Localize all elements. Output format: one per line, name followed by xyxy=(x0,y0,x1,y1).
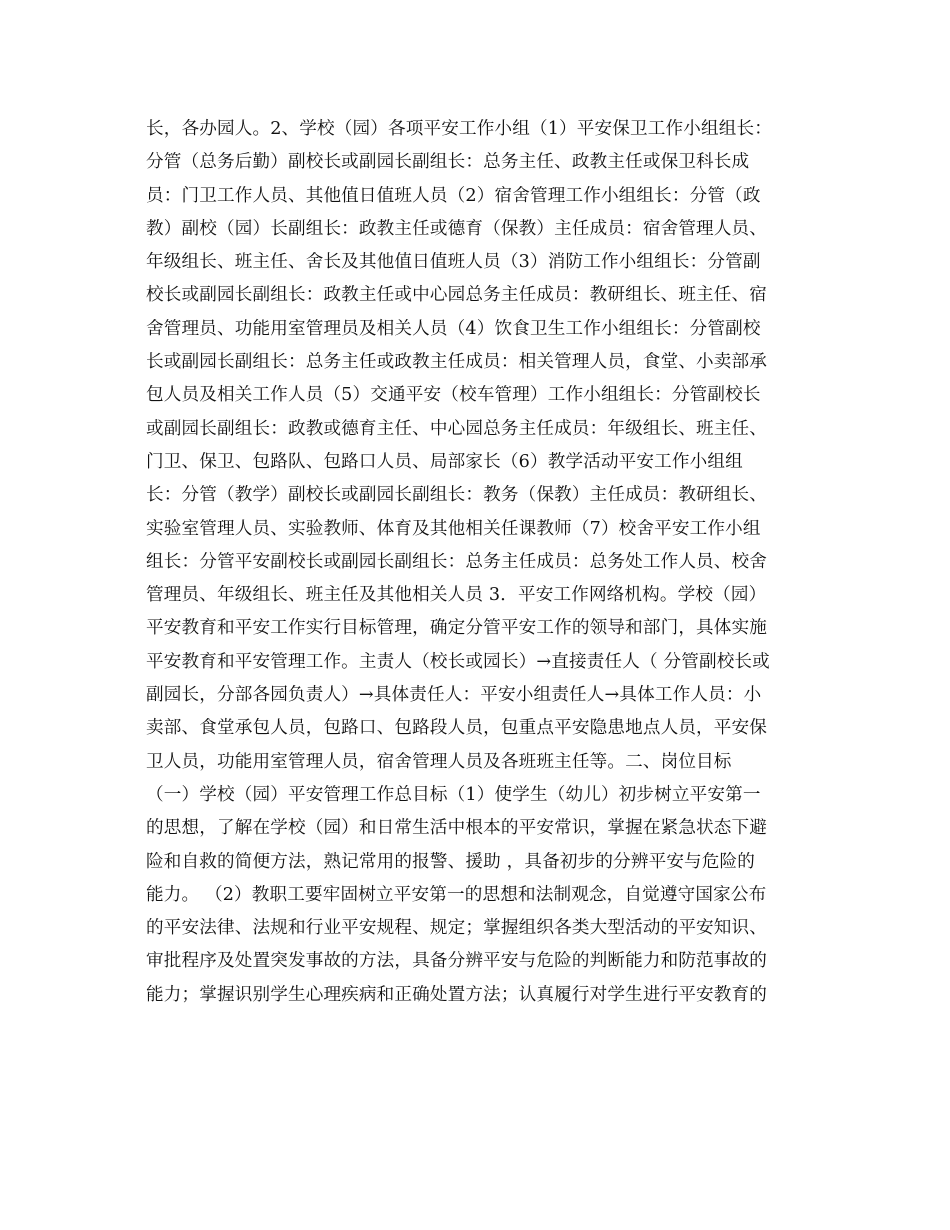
text-line: 审批程序及处置突发事故的方法，具备分辨平安与危险的判断能力和防范事故的 xyxy=(146,951,768,972)
text-line: 门卫、保卫、包路队、包路口人员、局部家长（6）教学活动平安工作小组组 xyxy=(146,451,743,472)
text-line: 分管（总务后勤）副校长或副园长副组长：总务主任、政教主任或保卫科长成 xyxy=(146,152,750,173)
text-line: 的思想，了解在学校（园）和日常生活中根本的平安常识，掌握在紧急状态下避 xyxy=(146,818,768,839)
text-line: 的平安法律、法规和行业平安规程、规定；掌握组织各类大型活动的平安知识、 xyxy=(146,918,768,939)
text-line: 长：分管（教学）副校长或副园长副组长：教务（保教）主任成员：教研组长、 xyxy=(146,485,768,506)
text-line: 或副园长副组长：政教或德育主任、中心园总务主任成员：年级组长、班主任、 xyxy=(146,418,768,439)
text-line: 年级组长、班主任、舍长及其他值日值班人员（3）消防工作小组组长：分管副 xyxy=(146,252,761,273)
text-line: 教）副校（园）长副组长：政教主任或德育（保教）主任成员：宿舍管理人员、 xyxy=(146,218,768,239)
text-line: 平安教育和平安管理工作。主责人（校长或园长）→直接责任人（ 分管副校长或 xyxy=(146,651,770,672)
text-line: 平安教育和平安工作实行目标管理，确定分管平安工作的领导和部门，具体实施 xyxy=(146,618,768,639)
text-line: 实验室管理人员、实验教师、体育及其他相关任课教师（7）校舍平安工作小组 xyxy=(146,518,761,539)
text-line: 管理员、年级组长、班主任及其他相关人员 3．平安工作网络机构。学校（园） xyxy=(146,585,767,606)
text-line: 能力。 （2）教职工要牢固树立平安第一的思想和法制观念，自觉遵守国家公布 xyxy=(146,884,767,905)
body-text xyxy=(146,113,812,1012)
text-line: 能力；掌握识别学生心理疾病和正确处置方法；认真履行对学生进行平安教育的 xyxy=(146,984,768,1005)
text-line: 卖部、食堂承包人员，包路口、包路段人员，包重点平安隐患地点人员，平安保 xyxy=(146,718,768,739)
text-line: 副园长，分部各园负责人）→具体责任人：平安小组责任人→具体工作人员：小 xyxy=(146,685,762,706)
text-line: 卫人员，功能用室管理人员，宿舍管理人员及各班班主任等。二、岗位目标 xyxy=(146,751,732,772)
text-line: 员：门卫工作人员、其他值日值班人员（2）宿舍管理工作小组组长：分管（政 xyxy=(146,185,761,206)
text-line: 长或副园长副组长：总务主任或政教主任成员：相关管理人员，食堂、小卖部承 xyxy=(146,352,768,373)
text-line: 校长或副园长副组长：政教主任或中心园总务主任成员：教研组长、班主任、宿 xyxy=(146,285,768,306)
text-line: 险和自救的简便方法，熟记常用的报警、援助 ，具备初步的分辨平安与危险的 xyxy=(146,851,756,872)
text-line: 长，各办园人。2、学校（园）各项平安工作小组（1）平安保卫工作小组组长： xyxy=(146,119,772,139)
text-line: 包人员及相关工作人员（5）交通平安（校车管理）工作小组组长：分管副校长 xyxy=(146,385,761,406)
text-line: 舍管理员、功能用室管理员及相关人员（4）饮食卫生工作小组组长：分管副校 xyxy=(146,318,761,339)
text-line: （一）学校（园）平安管理工作总目标（1）使学生（幼儿）初步树立平安第一 xyxy=(146,784,761,805)
text-line: 组长：分管平安副校长或副园长副组长：总务主任成员：总务处工作人员、校舍 xyxy=(146,551,768,572)
